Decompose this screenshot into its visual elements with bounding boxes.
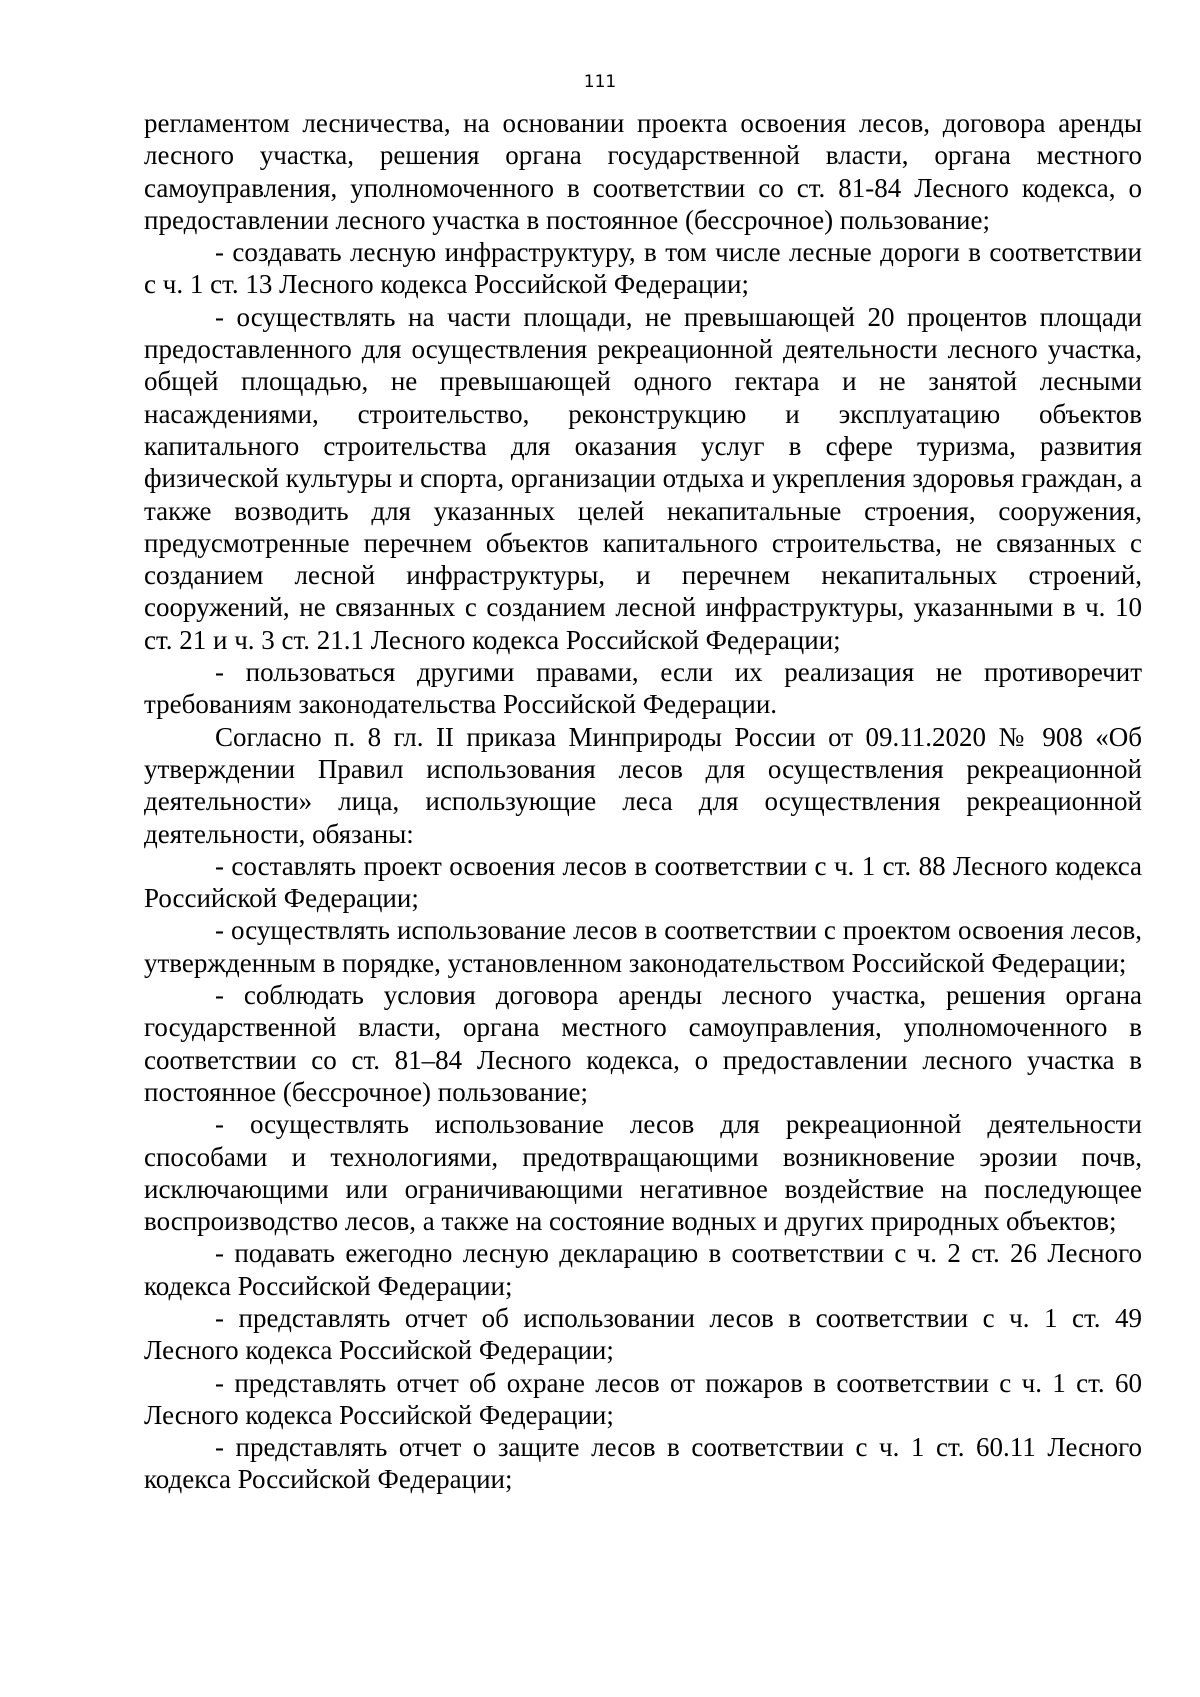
paragraph-duty-conditions: - соблюдать условия договора аренды лесного участка, решения органа государственной власти, органа местного самоуправления, уполномоченного в соответствии со ст. 81–84 Лесного кодекса, о предоставлении лесного участка в постоянное (бессрочное) пользование; (144, 980, 1142, 1107)
paragraph-duty-methods: - осуществлять использование лесов для рекреационной деятельности способами и технологиями, предотвращающими возникновение эрозии почв, исключающими или ограничивающими негативное воздействие на последующее воспроизводство лесов, а также на состояние водных и других природных объектов; (144, 1109, 1142, 1237)
body-text (144, 107, 1142, 1496)
paragraph-continuation: регламентом лесничества, на основании проекта освоения лесов, договора аренды лесного участка, решения органа государственной власти, органа местного самоуправления, уполномоченного в соответствии со ст. 81-84 Лесного кодекса, о предоставлении лесного участка в постоянное (бессрочное) пользование; (144, 108, 1142, 235)
paragraph-duty-protection-report: - представлять отчет о защите лесов в соответствии с ч. 1 ст. 60.11 Лесного кодекса Российской Федерации; (144, 1432, 1142, 1495)
paragraph-right-other: - пользоваться другими правами, если их реализация не противоречит требованиям законодательства Российской Федерации. (144, 657, 1142, 720)
page-number: 111 (583, 72, 617, 92)
paragraph-duty-usage: - осуществлять использование лесов в соответствии с проектом освоения лесов, утвержденным в порядке, установленном законодательством Российской Федерации; (144, 915, 1142, 978)
paragraph-duty-usage-report: - представлять отчет об использовании лесов в соответствии с ч. 1 ст. 49 Лесного кодекса Российской Федерации; (144, 1302, 1142, 1366)
paragraph-right-infrastructure: - создавать лесную инфраструктуру, в том числе лесные дороги в соответствии с ч. 1 ст. 13 Лесного кодекса Российской Федерации; (144, 237, 1142, 300)
paragraph-order-intro: Согласно п. 8 гл. II приказа Минприроды России от 09.11.2020 № 908 «Об утверждении Правил использования лесов для осуществления рекреационной деятельности» лица, использующие леса для осуществления рекреационной деятельности, обязаны: (144, 721, 1142, 849)
paragraph-duty-fire-report: - представлять отчет об охране лесов от пожаров в соответствии с ч. 1 ст. 60 Лесного кодекса Российской Федерации; (144, 1367, 1142, 1430)
paragraph-duty-project: - составлять проект освоения лесов в соответствии с ч. 1 ст. 88 Лесного кодекса Российской Федерации; (144, 850, 1142, 914)
paragraph-right-construction: - осуществлять на части площади, не превышающей 20 процентов площади предоставленного для осуществления рекреационной деятельности лесного участка, общей площадью, не превышающей одного гектара и не занятой лесными насаждениями, строительство, реконструкцию и эксплуатацию объектов капитального строительства для оказания услуг в сфере туризма, развития физической культуры и спорта, организации отдыха и укрепления здоровья граждан, а также возводить для указанных целей некапитальные строения, сооружения, предусмотренные перечнем объектов капитального строительства, не связанных с созданием лесной инфраструктуры, и перечнем некапитальных строений, сооружений, не связанных с созданием лесной инфраструктуры, указанными в ч. 10 ст. 21 и ч. 3 ст. 21.1 Лесного кодекса Российской Федерации; (144, 301, 1142, 655)
paragraph-duty-declaration: - подавать ежегодно лесную декларацию в соответствии с ч. 2 ст. 26 Лесного кодекса Российской Федерации; (144, 1238, 1142, 1301)
